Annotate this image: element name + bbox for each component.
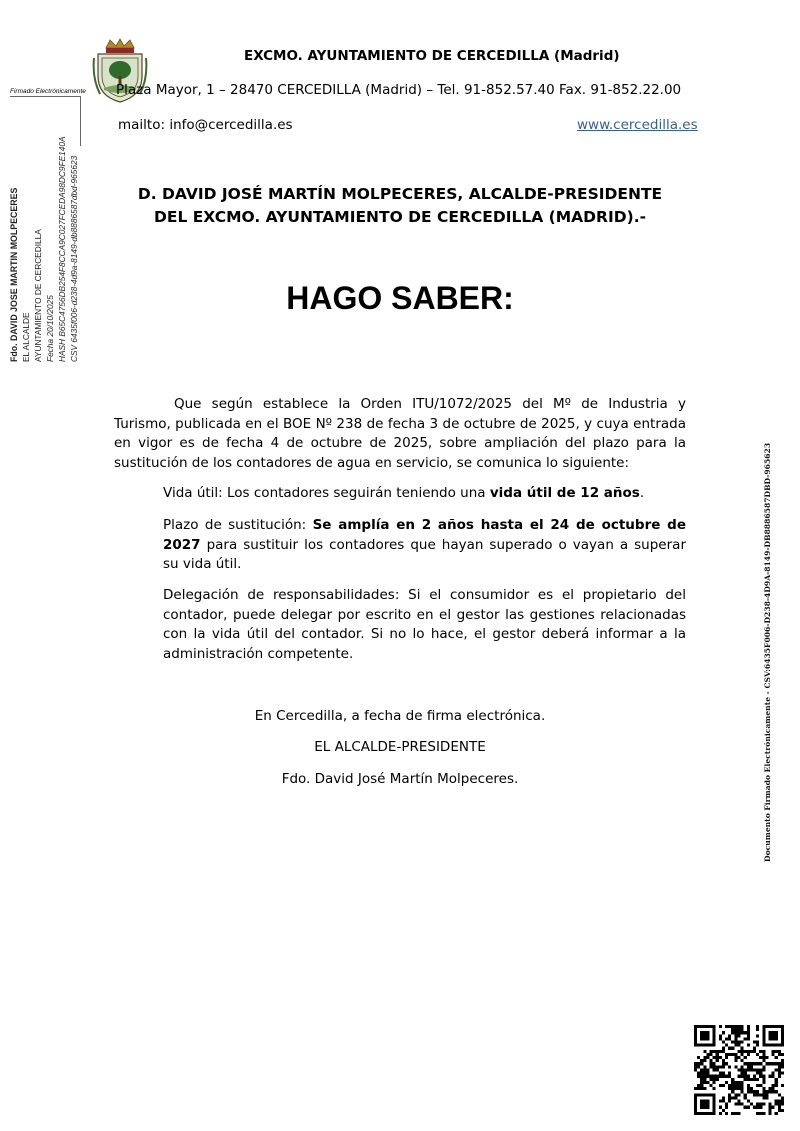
qr-code-icon [694, 1025, 784, 1115]
side-csv-text: Documento Firmado Electrónicamente - CSV:6435F006-D238-4D9A-8149-DB8886587DBD-965623 [763, 442, 772, 862]
signature-divider [10, 96, 80, 97]
closing-signature: Fdo. David José Martín Molpeceres. [281, 771, 519, 787]
list-item-text: . [639, 485, 645, 501]
intro-paragraph: Que según establece la Orden ITU/1072/2025 del Mº de Industria y Turismo, publicada en el BOE Nº 238 de fecha 3 de octubre de 2025, y cuya entrada en vigor es de fecha 4 de octubre de 2025, sobre ampliación del plazo para la sustitución de los contadores de agua en servicio, se comunica lo siguiente: [114, 396, 686, 471]
signature-hash: HASH B65C4756DB254F8CCA9C027FCEDA98DC9FE140A [57, 136, 67, 362]
closing-role: EL ALCALDE-PRESIDENTE [314, 739, 486, 755]
list-item-text: Plazo de sustitución: [163, 517, 313, 533]
header-web-link[interactable]: www.cercedilla.es [577, 117, 698, 133]
signature-role: EL ALCALDE [21, 312, 31, 362]
heading-line-1: D. DAVID JOSÉ MARTÍN MOLPECERES, ALCALDE-PRESIDENTE [137, 185, 663, 203]
list-item-text: Vida útil: Los contadores seguirán teniendo una [163, 485, 490, 501]
signature-date: Fecha 20/10/2025 [45, 295, 55, 362]
signature-csv: CSV 6435f006-d238-4d9a-8149-db8886587dbd-965623 [69, 155, 79, 362]
list-item-text: Delegación de responsabilidades: Si el consumidor es el propietario del contador, puede delegar por escrito en el gestor las gestiones relacionadas con la vida útil del contador. Si no lo hace, el gestor deberá informar a la administración competente. [163, 587, 686, 662]
list-item-bold: Se amplía en 2 años hasta el 24 de octubre de 2027 [163, 517, 687, 553]
header-address: Plaza Mayor, 1 – 28470 CERCEDILLA (Madrid) – Tel. 91-852.57.40 Fax. 91-852.22.00 [116, 82, 682, 98]
list-item-text: para sustituir los contadores que hayan superado o vayan a superar su vida útil. [163, 536, 686, 572]
signature-name: Fdo. DAVID JOSE MARTIN MOLPECERES [9, 187, 19, 362]
document-heading [100, 183, 700, 229]
list-item-delegacion [163, 586, 686, 664]
list-item-vida-util [163, 484, 686, 504]
header-mail-link[interactable]: mailto: info@cercedilla.es [118, 117, 293, 133]
list-item-plazo [163, 516, 686, 575]
closing-date: En Cercedilla, a fecha de firma electrónica. [254, 708, 546, 724]
header-title: EXCMO. AYUNTAMIENTO DE CERCEDILLA (Madrid) [244, 48, 620, 64]
signature-firmado-label: Firmado Electrónicamente [10, 88, 86, 95]
signature-block [8, 136, 80, 362]
list-item-bold: vida útil de 12 años [489, 485, 640, 501]
hago-saber-title: HAGO SABER: [286, 280, 514, 316]
signature-org: AYUNTAMIENTO DE CERCEDILLA [33, 229, 43, 362]
heading-line-2: DEL EXCMO. AYUNTAMIENTO DE CERCEDILLA (MADRID).- [153, 208, 647, 226]
signature-divider-vertical [80, 96, 81, 146]
